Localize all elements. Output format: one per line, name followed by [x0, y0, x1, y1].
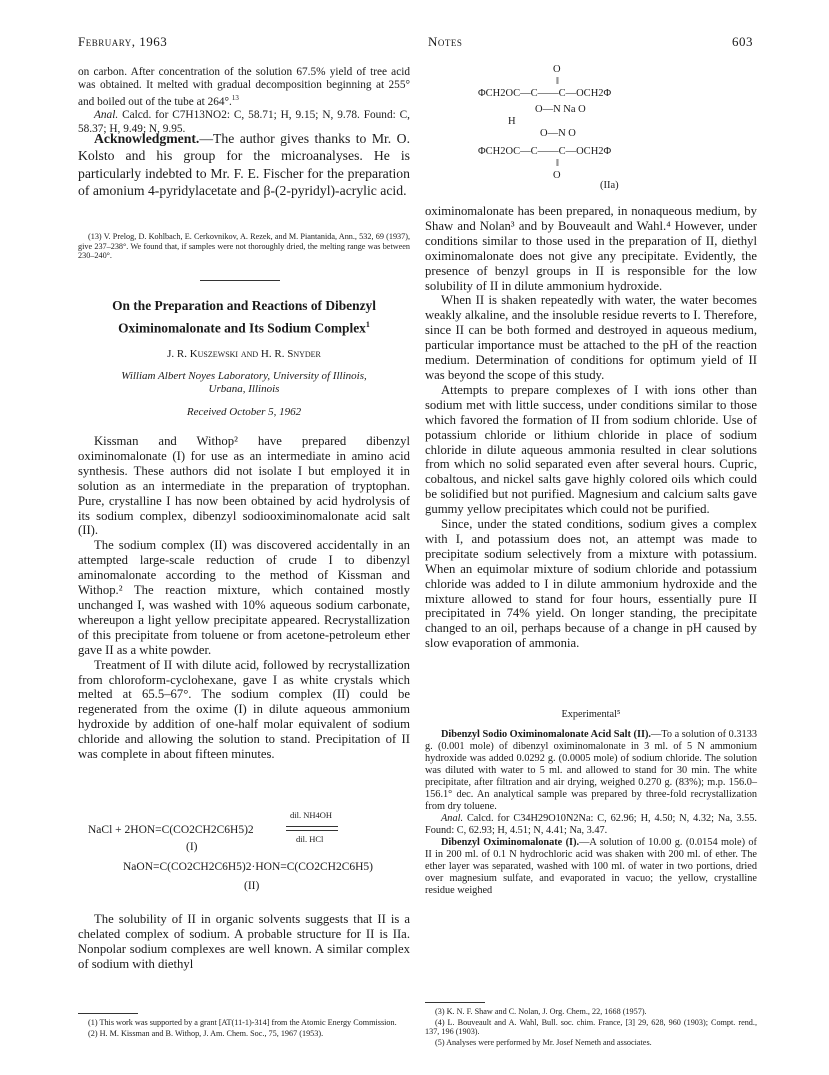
- article-authors: J. R. Kuszewski and H. R. Snyder: [167, 348, 321, 361]
- equation-product: NaON=C(CO2CH2C6H5)2·HON=C(CO2CH2C6H5): [123, 861, 373, 873]
- body-paragraph: When II is shaken repeatedly with water, the water becomes weakly alkaline, and the insoluble residue reverts to I. Therefore, since II can be both formed and destroyed in aqueous medium, particular importance must be attached to the pH of the reaction medium. Determination of conditions for optimum yield of II was beyond the scope of this study.: [425, 293, 757, 382]
- experimental-heading: Experimental⁵: [561, 709, 621, 720]
- preceding-article-text: on carbon. After concentration of the solution 67.5% yield of tree acid was obtained. It melted with gradual decomposition beginning at 255° and boiled out of the tube at 264°.$^{13}$: [78, 66, 410, 109]
- analysis-line: Anal. Calcd. for C7H13NO2: C, 58.71; H, 9.15; N, 9.78. Found: C, 58.37; H, 9.49; N, 9.95.: [78, 109, 411, 135]
- footnote-rule: [78, 1013, 138, 1014]
- label-I: (I): [186, 841, 198, 853]
- equation-under-label: dil. HCl: [296, 834, 324, 844]
- acknowledgment-heading: Acknowledgment.: [94, 131, 200, 146]
- structure-label: (IIa): [600, 180, 619, 191]
- body-paragraph: Since, under the stated conditions, sodium gives a complex with I, and potassium does not, an attempt was made to precipitate sodium selectively from a mixture with potassium. When an equimolar mixture of sodium chloride and potassium chloride was added to I in dilute ammonium hydroxide and the mixture allowed to stand for four hours, essentially pure II precipitated in 74% yield. On longer standing, the precipitate changed to an oil, perhaps because of a change in pH caused by slow evaporation of ammonia.: [425, 517, 757, 651]
- received-date: Received October 5, 1962: [186, 406, 302, 419]
- footnote-13: (13) V. Prelog, D. Kohlbach, E. Cerkovnikov, A. Rezek, and M. Piantanida, Ann., 532, 69 (1937), give 237–238°. We found that, if samples were not thoroughly dried, the melting range was between 230–240°.: [78, 232, 410, 261]
- right-body: [425, 204, 757, 651]
- left-column-top: [78, 66, 410, 136]
- acknowledgment: [78, 130, 410, 200]
- article-affiliation: William Albert Noyes Laboratory, University of Illinois, Urbana, Illinois: [121, 370, 367, 395]
- body-paragraph: The sodium complex (II) was discovered accidentally in an attempted large-scale reduction of crude I to dibenzyl aminomalonate according to the method of Kissman and Withop.² The reaction mixture, which contained mostly unchanged I, was washed with 10% aqueous sodium carbonate, whereupon a light yellow precipitate appeared. Recrystallization of this precipitate from toluene or from acetone-petroleum ether gave II as a white powder.: [78, 538, 410, 657]
- left-body-end: [78, 912, 410, 972]
- right-footnotes: (3) K. N. F. Shaw and C. Nolan, J. Org. Chem., 22, 1668 (1957). (4) L. Bouveault and A. Wahl, Bull. soc. chim. France, [3] 29, 628, 960 (1903); Compt. rend., 137, 196 (1903). (5) Analyses were performed by Mr. Josef Nemeth and associates.: [425, 1007, 757, 1047]
- acknowledgment-text: —The author gives thanks to Mr. O. Kolsto and his group for the microanalyses. He is particularly indebted to Mr. F. E. Fischer for the preparation of amonium 4-pyridylacetate and β-(2-pyridyl)-acrylic acid.: [78, 131, 410, 199]
- article-heading: [78, 296, 410, 418]
- body-paragraph: The solubility of II in organic solvents suggests that II is a chelated complex of sodium. A probable structure for II is IIa. Nonpolar sodium complexes are well known. A similar complex of sodium with diethyl: [78, 912, 410, 971]
- experimental-section: [425, 709, 757, 897]
- separator-rule: [200, 280, 280, 281]
- equation-over-label: dil. NH4OH: [290, 810, 333, 820]
- left-body: [78, 434, 410, 762]
- running-header-left: February, 1963: [78, 34, 168, 49]
- experimental-paragraph: Dibenzyl Oximinomalonate (I).—A solution of 10.00 g. (0.0154 mole) of II in 200 ml. of 0.1 N hydrochloric acid was shaken with 200 ml. of ether. The ether layer was separated, washed with 100 ml. of water in two portions, dried over magnesium sulfate, and evaporated in vacuo; the yellow, crystalline residue weighed: [425, 837, 757, 896]
- body-paragraph: oximinomalonate has been prepared, in nonaqueous medium, by Shaw and Nolan³ and by Bouveault and Wahl.⁴ However, under conditions similar to those used in the preparation of II, diethyl oximinomalonate does not give any precipitate. Evidently, the presence of benzyl groups in II is responsible for the low solubility of II in dilute ammonium hydroxide.: [425, 204, 757, 293]
- experimental-analysis: Anal. Calcd. for C34H29O10N2Na: C, 62.96; H, 4.50; N, 4.32; Na, 3.55. Found: C, 62.93; H, 4.51; N, 4.41; Na, 3.47.: [425, 813, 757, 836]
- body-paragraph: Kissman and Withop² have prepared dibenzyl oximinomalonate (I) for use as an intermediate in amino acid synthesis. These authors did not isolate I but employed it in solution as an intermediate in the preparation of tryptophan. Pure, crystalline I has now been obtained by acid hydrolysis of its sodium complex, dibenzyl sodiooximinomalonate acid salt (II).: [78, 434, 410, 538]
- body-paragraph: Attempts to prepare complexes of I with ions other than sodium met with little success, under conditions similar to those which favored the formation of II from sodium chloride. Use of potassium chloride or lithium chloride in place of sodium chloride in dilute aqueous ammonia resulted in clear solutions from which no solid separated even after several hours. Cupric, cobaltous, and nickel salts gave highly colored oils which could be solidified but not purified. Magnesium and calcium salts gave gummy yellow precipitates which could not be purified.: [425, 382, 757, 517]
- footnote-rule: [425, 1002, 485, 1003]
- experimental-paragraph: Dibenzyl Sodio Oximinomalonate Acid Salt (II).—To a solution of 0.3133 g. (0.001 mole) of dibenzyl oximinomalonate in 3 ml. of 5 N ammonium hydroxide was added 0.0292 g. (0.0005 mole) of sodium chloride. The solution was diluted with water to 5 ml. and allowed to stand for 30 min. The white precipitate, after filtration and air drying, weighed 0.270 g. (83%); m.p. 156.0–156.1° dec. An analytical sample was prepared by three-fold recrystallization from dry toluene.: [425, 729, 757, 812]
- left-footnotes: (1) This work was supported by a grant [AT(11-1)-314] from the Atomic Energy Commission. (2) H. M. Kissman and B. Withop, J. Am. Chem. Soc., 75, 1967 (1953).: [88, 1018, 397, 1038]
- body-paragraph: Treatment of II with dilute acid, followed by recrystallization from chloroform-cyclohexane, gave I as white crystals which melted at 65.5–67°. The sodium complex (II) could be regenerated from the oxime (I) in dilute aqueous ammonium hydroxide by addition of one-half molar equivalent of sodium chloride and allowing the solution to stand. Precipitation of II was complete in about fifteen minutes.: [78, 657, 410, 762]
- label-II: (II): [244, 880, 260, 892]
- running-header-center: Notes: [428, 34, 463, 49]
- article-title: On the Preparation and Reactions of Dibenzyl Oximinomalonate and Its Sodium Complex$^1$: [112, 298, 376, 336]
- page-number: 603: [732, 34, 753, 49]
